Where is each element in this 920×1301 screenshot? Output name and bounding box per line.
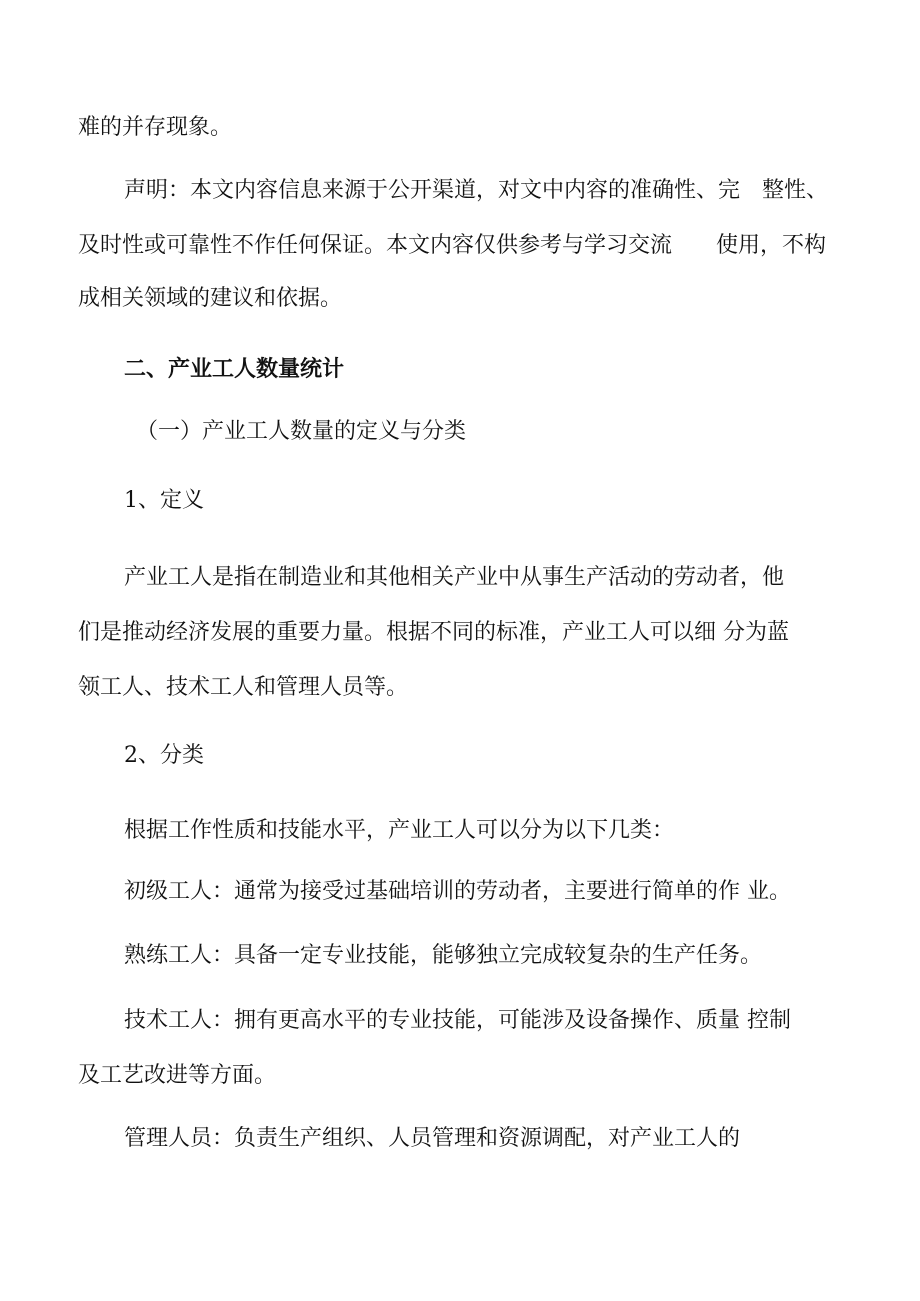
subsection-heading: （一）产业工人数量的定义与分类 bbox=[136, 419, 467, 444]
paragraph-continuation-line-1: 难的并存现象。 bbox=[78, 115, 233, 140]
classification-intro: 根据工作性质和技能水平，产业工人可以分为以下几类： bbox=[124, 818, 675, 843]
disclaimer-line-3: 成相关领域的建议和依据。 bbox=[78, 286, 343, 311]
management-staff-line-1: 管理人员：负责生产组织、人员管理和资源调配，对产业工人的 bbox=[124, 1126, 741, 1151]
technical-workers-line-1: 技术工人：拥有更高水平的专业技能，可能涉及设备操作、质量 控制 bbox=[124, 1008, 791, 1033]
junior-workers-line: 初级工人：通常为接受过基础培训的劳动者，主要进行简单的作 业。 bbox=[124, 879, 791, 904]
section-heading: 二、产业工人数量统计 bbox=[124, 356, 345, 382]
definition-line-3: 领工人、技术工人和管理人员等。 bbox=[78, 675, 409, 700]
disclaimer-line-1: 声明：本文内容信息来源于公开渠道，对文中内容的准确性、完 整性、 bbox=[124, 178, 829, 203]
definition-line-1: 产业工人是指在制造业和其他相关产业中从事生产活动的劳动者，他 bbox=[124, 565, 785, 590]
item2-heading: 2、分类 bbox=[124, 743, 204, 768]
technical-workers-line-2: 及工艺改进等方面。 bbox=[78, 1063, 277, 1088]
definition-line-2: 们是推动经济发展的重要力量。根据不同的标准，产业工人可以细 分为蓝 bbox=[78, 620, 789, 645]
item1-heading: 1、定义 bbox=[124, 488, 204, 513]
skilled-workers-line: 熟练工人：具备一定专业技能，能够独立完成较复杂的生产任务。 bbox=[124, 943, 763, 968]
disclaimer-line-2: 及时性或可靠性不作任何保证。本文内容仅供参考与学习交流 使用，不构 bbox=[78, 233, 827, 258]
